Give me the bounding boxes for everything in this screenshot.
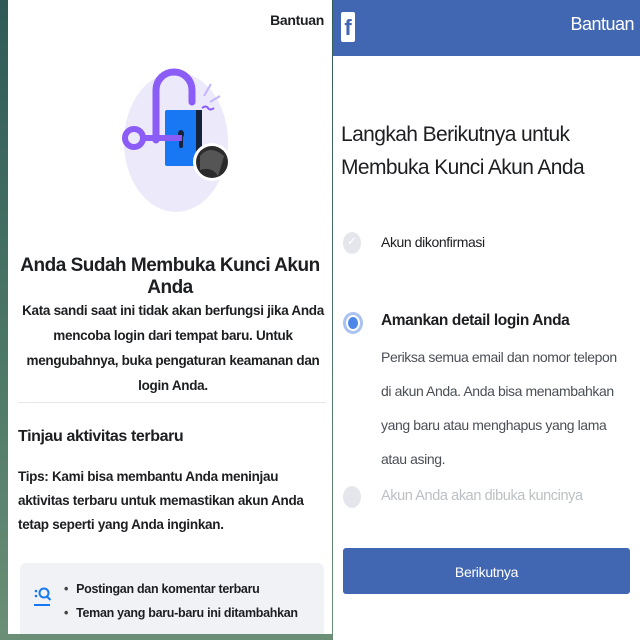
list-item: • Postingan dan komentar terbaru bbox=[64, 577, 298, 601]
checkmark-icon bbox=[343, 232, 361, 254]
unlocked-padlock-illustration bbox=[118, 52, 238, 212]
step-label: Akun Anda akan dibuka kuncinya bbox=[381, 488, 583, 504]
pending-circle-icon bbox=[343, 486, 361, 508]
review-activity-heading: Tinjau aktivitas terbaru bbox=[18, 428, 184, 445]
help-link[interactable]: Bantuan bbox=[270, 12, 324, 28]
activity-search-icon bbox=[34, 585, 52, 607]
review-activity-tips: Tips: Kami bisa membantu Anda meninjau aktivitas terbaru untuk memastikan akun Anda tetap seperti yang Anda inginkan. bbox=[18, 469, 304, 532]
page-title: Langkah Berikutnya untuk Membuka Kunci Akun Anda bbox=[341, 123, 585, 179]
help-link[interactable]: Bantuan bbox=[570, 14, 634, 34]
recent-activity-box[interactable] bbox=[20, 563, 324, 634]
step-label: Akun dikonfirmasi bbox=[381, 234, 485, 250]
divider bbox=[18, 402, 326, 403]
page-title: Anda Sudah Membuka Kunci Akun Anda bbox=[20, 255, 320, 298]
next-button[interactable]: Berikutnya bbox=[343, 548, 630, 594]
facebook-header bbox=[333, 0, 640, 56]
unlock-steps-panel bbox=[333, 0, 640, 640]
password-notice: Kata sandi saat ini tidak akan berfungsi jika Anda mencoba login dari tempat baru. Untuk mengubahnya, buka pengaturan keamanan dan login Anda. bbox=[22, 303, 324, 393]
unlocked-confirmation-panel bbox=[8, 0, 332, 634]
facebook-logo-icon[interactable]: f bbox=[341, 12, 355, 42]
step-description: Periksa semua email dan nomor telepon di akun Anda. Anda bisa menambahkan yang baru atau menghapus yang lama atau asing. bbox=[381, 349, 617, 467]
list-item: • Teman yang baru-baru ini ditambahkan bbox=[64, 601, 298, 625]
radio-selected-icon bbox=[343, 312, 363, 334]
step-label: Amankan detail login Anda bbox=[381, 312, 570, 329]
activity-list bbox=[64, 577, 298, 625]
